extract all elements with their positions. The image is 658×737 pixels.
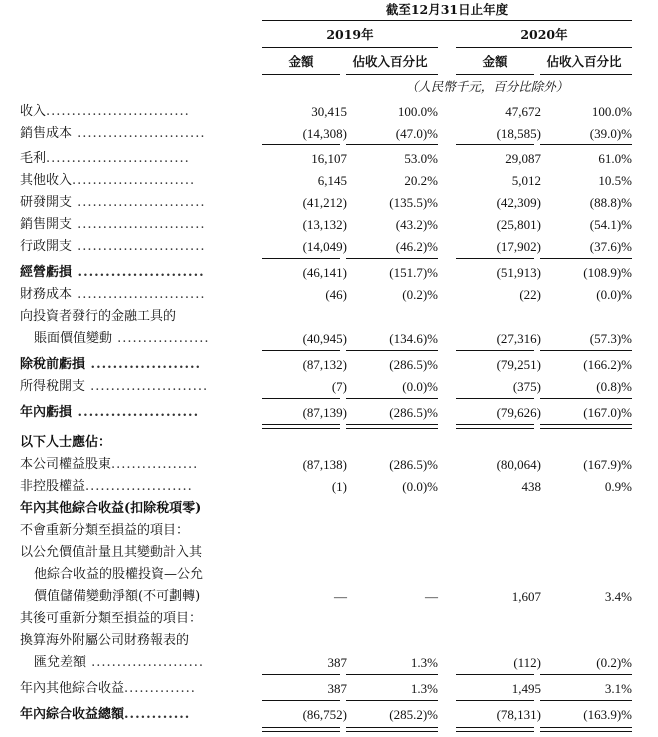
subtotal-rule	[346, 350, 438, 351]
subtotal-rule	[456, 398, 534, 399]
cell-pct-2019: (43.2)%	[395, 217, 438, 232]
col-pct-2019-rule	[346, 74, 438, 75]
period-title: 截至12月31日止年度	[385, 2, 509, 17]
subtotal-rule	[262, 674, 340, 675]
table-row	[0, 284, 658, 306]
subtotal-rule	[456, 350, 534, 351]
total-double-rule	[456, 424, 534, 429]
row-label: 賬面價值變動 ..................	[34, 331, 210, 346]
cell-pct-2019: (286.5)%	[389, 357, 438, 372]
table-row	[0, 476, 658, 498]
cell-amount-2020: (79,251)	[496, 357, 541, 372]
row-label: 銷售開支 .........................	[20, 217, 206, 232]
total-double-rule	[346, 727, 438, 732]
cell-amount-2020: (25,801)	[496, 217, 541, 232]
subtotal-rule	[540, 350, 632, 351]
cell-amount-2020: (78,131)	[496, 707, 541, 722]
cell-pct-2019: 1.3%	[410, 681, 438, 696]
subtotal-rule	[540, 700, 632, 701]
cell-pct-2020: (0.2)%	[596, 655, 632, 670]
cell-pct-2019: 100.0%	[397, 104, 438, 119]
table-row	[0, 236, 658, 258]
cell-pct-2020: (108.9)%	[583, 265, 632, 280]
year-2019-heading: 2019年	[326, 27, 374, 42]
row-label: 向投資者發行的金融工具的	[20, 309, 177, 324]
cell-amount-2020: 5,012	[511, 173, 541, 188]
table-row	[0, 101, 658, 123]
cell-amount-2020: (79,626)	[496, 405, 541, 420]
cell-amount-2020: (42,309)	[496, 195, 541, 210]
table-row	[0, 630, 658, 652]
subtotal-rule	[540, 258, 632, 259]
cell-amount-2019: (13,132)	[302, 217, 347, 232]
cell-amount-2020: 1,495	[511, 681, 541, 696]
cell-amount-2019: (40,945)	[302, 331, 347, 346]
row-label: 財務成本 .........................	[20, 287, 206, 302]
subtotal-rule	[540, 674, 632, 675]
subtotal-rule	[456, 258, 534, 259]
cell-pct-2020: (0.8)%	[596, 379, 632, 394]
cell-amount-2019: (7)	[331, 379, 347, 394]
unit-note: （人民幣千元，百分比除外）	[405, 79, 569, 94]
cell-amount-2020: 1,607	[511, 589, 541, 604]
cell-amount-2019: 6,145	[317, 173, 347, 188]
row-label: 不會重新分類至損益的項目：	[20, 523, 190, 538]
cell-pct-2020: (57.3)%	[589, 331, 632, 346]
cell-pct-2020: 100.0%	[591, 104, 632, 119]
row-label: 匯兌差額 ......................	[34, 655, 205, 670]
cell-amount-2020: (27,316)	[496, 331, 541, 346]
table-row	[0, 678, 658, 700]
table-row	[0, 454, 658, 476]
row-label: 非控股權益.....................	[20, 479, 193, 494]
col-pct-2020-rule	[540, 74, 632, 75]
subtotal-rule	[456, 674, 534, 675]
cell-amount-2019: (87,139)	[302, 405, 347, 420]
table-row	[0, 306, 658, 328]
total-double-rule	[346, 424, 438, 429]
row-label: 行政開支 .........................	[20, 239, 206, 254]
cell-amount-2020: (18,585)	[496, 126, 541, 141]
cell-amount-2020: 438	[521, 479, 541, 494]
cell-pct-2019: (285.2)%	[389, 707, 438, 722]
table-row	[0, 652, 658, 674]
col-amount-2019-rule	[262, 74, 340, 75]
table-row	[0, 704, 658, 726]
year-2020-heading: 2020年	[520, 27, 568, 42]
row-label: 研發開支 .........................	[20, 195, 206, 210]
subtotal-rule	[346, 258, 438, 259]
table-row	[0, 123, 658, 145]
cell-pct-2020: 3.1%	[604, 681, 632, 696]
table-row	[0, 564, 658, 586]
row-label: 收入............................	[20, 104, 190, 119]
cell-pct-2020: 61.0%	[598, 151, 632, 166]
subtotal-rule	[456, 144, 534, 145]
cell-amount-2019: 16,107	[311, 151, 347, 166]
subtotal-rule	[346, 144, 438, 145]
cell-pct-2020: 0.9%	[604, 479, 632, 494]
subtotal-rule	[262, 258, 340, 259]
row-label: 換算海外附屬公司財務報表的	[20, 633, 190, 648]
cell-amount-2020: 29,087	[505, 151, 541, 166]
cell-amount-2020: (80,064)	[496, 457, 541, 472]
row-label: 年內虧損 ......................	[20, 405, 200, 420]
row-label: 以公允價值計量且其變動計入其	[20, 545, 203, 560]
table-row	[0, 520, 658, 542]
cell-pct-2020: (163.9)%	[583, 707, 632, 722]
cell-amount-2019: (46,141)	[302, 265, 347, 280]
subtotal-rule	[346, 700, 438, 701]
cell-amount-2020: 47,672	[505, 104, 541, 119]
subtotal-rule	[262, 700, 340, 701]
table-row	[0, 262, 658, 284]
cell-pct-2019: (47.0)%	[395, 126, 438, 141]
col-pct-2020: 佔收入百分比	[546, 54, 622, 69]
row-label: 其他收入........................	[20, 173, 196, 188]
cell-amount-2019: 387	[327, 655, 347, 670]
cell-pct-2019: (46.2)%	[395, 239, 438, 254]
row-label: 以下人士應佔：	[20, 435, 112, 450]
cell-pct-2020: (37.6)%	[589, 239, 632, 254]
col-pct-2019: 佔收入百分比	[352, 54, 428, 69]
col-amount-2019: 金額	[288, 54, 314, 69]
total-double-rule	[540, 424, 632, 429]
subtotal-rule	[346, 674, 438, 675]
table-row	[0, 354, 658, 376]
cell-pct-2020: (39.0)%	[589, 126, 632, 141]
row-label: 其後可重新分類至損益的項目：	[20, 611, 203, 626]
table-row	[0, 432, 658, 454]
table-row	[0, 376, 658, 398]
cell-pct-2020: (167.9)%	[583, 457, 632, 472]
cell-amount-2020: (22)	[519, 287, 541, 302]
cell-pct-2019: 53.0%	[404, 151, 438, 166]
cell-pct-2019: (286.5)%	[389, 457, 438, 472]
col-amount-2020-rule	[456, 74, 534, 75]
table-row	[0, 402, 658, 424]
table-row	[0, 608, 658, 630]
cell-pct-2020: (166.2)%	[583, 357, 632, 372]
row-label: 除稅前虧損 ....................	[20, 357, 202, 372]
subtotal-rule	[540, 144, 632, 145]
cell-amount-2019: (46)	[325, 287, 347, 302]
cell-amount-2019: (1)	[331, 479, 347, 494]
cell-amount-2019: 387	[327, 681, 347, 696]
cell-amount-2019: —	[334, 589, 347, 604]
table-row	[0, 328, 658, 350]
cell-pct-2019: (0.2)%	[402, 287, 438, 302]
subtotal-rule	[456, 700, 534, 701]
cell-pct-2020: 3.4%	[604, 589, 632, 604]
row-label: 年內綜合收益總額............	[20, 707, 191, 722]
cell-pct-2020: (88.8)%	[589, 195, 632, 210]
subtotal-rule	[346, 398, 438, 399]
subtotal-rule	[540, 398, 632, 399]
row-label: 價值儲備變動淨額(不可劃轉)	[34, 589, 201, 604]
table-row	[0, 192, 658, 214]
cell-pct-2020: 10.5%	[598, 173, 632, 188]
table-row	[0, 542, 658, 564]
total-double-rule	[456, 727, 534, 732]
table-row	[0, 148, 658, 170]
row-label: 年內其他綜合收益(扣除稅項零)	[20, 501, 202, 516]
row-label: 毛利............................	[20, 151, 190, 166]
cell-amount-2019: (14,308)	[302, 126, 347, 141]
subtotal-rule	[262, 350, 340, 351]
cell-pct-2019: (135.5)%	[389, 195, 438, 210]
row-label: 年內其他綜合收益..............	[20, 681, 196, 696]
total-double-rule	[262, 727, 340, 732]
cell-pct-2019: 20.2%	[404, 173, 438, 188]
cell-pct-2019: —	[425, 589, 438, 604]
cell-pct-2020: (167.0)%	[583, 405, 632, 420]
subtotal-rule	[262, 144, 340, 145]
header-rule	[262, 20, 632, 21]
cell-amount-2020: (17,902)	[496, 239, 541, 254]
cell-amount-2020: (112)	[513, 655, 541, 670]
row-label: 經營虧損 .......................	[20, 265, 205, 280]
table-row	[0, 586, 658, 608]
row-label: 銷售成本 .........................	[20, 126, 206, 141]
cell-pct-2019: (151.7)%	[389, 265, 438, 280]
row-label: 本公司權益股東.................	[20, 457, 199, 472]
cell-amount-2019: (14,049)	[302, 239, 347, 254]
cell-amount-2019: (86,752)	[302, 707, 347, 722]
cell-amount-2019: (87,138)	[302, 457, 347, 472]
total-double-rule	[262, 424, 340, 429]
total-double-rule	[540, 727, 632, 732]
row-label: 所得稅開支 .......................	[20, 379, 209, 394]
col-amount-2020: 金額	[482, 54, 508, 69]
cell-pct-2020: (54.1)%	[589, 217, 632, 232]
cell-amount-2019: 30,415	[311, 104, 347, 119]
table-row	[0, 214, 658, 236]
cell-pct-2019: (0.0)%	[402, 479, 438, 494]
cell-amount-2020: (375)	[512, 379, 541, 394]
table-row	[0, 498, 658, 520]
cell-pct-2019: (134.6)%	[389, 331, 438, 346]
cell-pct-2019: (286.5)%	[389, 405, 438, 420]
cell-amount-2020: (51,913)	[496, 265, 541, 280]
cell-amount-2019: (87,132)	[302, 357, 347, 372]
cell-pct-2019: (0.0)%	[402, 379, 438, 394]
year-2020-rule	[456, 47, 632, 48]
cell-pct-2019: 1.3%	[410, 655, 438, 670]
row-label: 他綜合收益的股權投資—公允	[34, 567, 204, 582]
cell-pct-2020: (0.0)%	[596, 287, 632, 302]
table-row	[0, 170, 658, 192]
cell-amount-2019: (41,212)	[302, 195, 347, 210]
subtotal-rule	[262, 398, 340, 399]
year-2019-rule	[262, 47, 438, 48]
